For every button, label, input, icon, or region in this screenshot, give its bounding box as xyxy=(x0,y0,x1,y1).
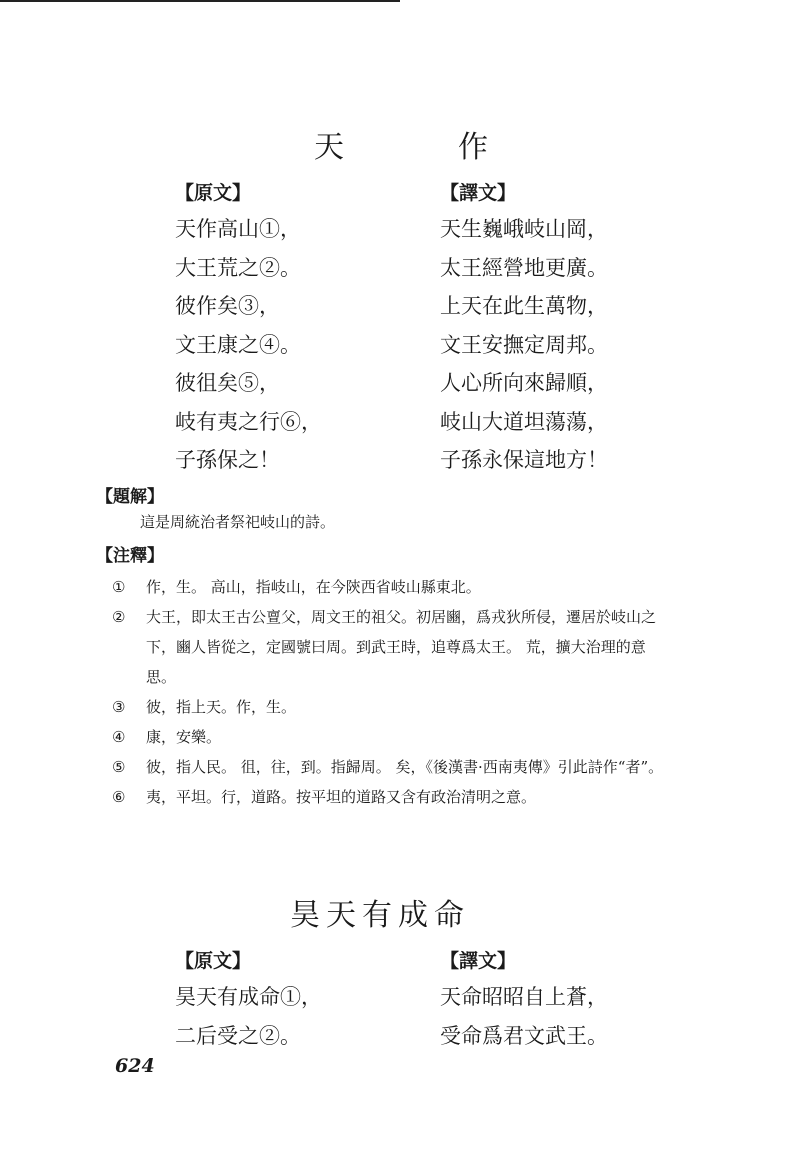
page-number: 624 xyxy=(115,1055,155,1077)
poem2-original-column xyxy=(175,944,322,1055)
note-item xyxy=(112,782,672,812)
poem1-translation-column xyxy=(440,176,608,480)
poem1-translation-line: 岐山大道坦蕩蕩， xyxy=(440,409,608,434)
poem1-translation-header: 【譯文】 xyxy=(440,182,517,204)
note-text: 彼，指人民。 徂，往，到。指歸周。 矣，《後漢書·西南夷傳》引此詩作“者”。 xyxy=(146,758,664,776)
note-number: ① xyxy=(112,578,126,596)
poem1-original-line: 彼作矣③， xyxy=(175,294,280,318)
note-item xyxy=(112,602,672,692)
poem1-translation-line: 子孫永保這地方！ xyxy=(440,448,608,472)
note-number: ④ xyxy=(112,728,126,746)
poem1-original-line: 天作高山①， xyxy=(175,217,301,241)
poem1-translation-line: 天生巍峨岐山岡， xyxy=(440,217,608,241)
notes-header: 【注釋】 xyxy=(96,546,164,566)
note-text: 彼，指上天。作，生。 xyxy=(146,698,297,716)
poem2-title: 昊天有成命 xyxy=(290,898,470,933)
poem1-original-line: 子孫保之！ xyxy=(175,448,280,472)
poem2-translation-line: 受命爲君文武王。 xyxy=(440,1023,608,1048)
notes-list xyxy=(112,572,672,812)
poem1-original-line: 文王康之④。 xyxy=(175,332,301,357)
poem1-original-column xyxy=(175,176,322,480)
note-number: ⑤ xyxy=(112,758,126,776)
poem1-original-line: 彼徂矣⑤， xyxy=(175,371,280,395)
poem2-translation-column xyxy=(440,944,608,1055)
note-text: 康，安樂。 xyxy=(146,728,222,746)
poem1-original-line: 岐有夷之行⑥， xyxy=(175,409,322,434)
poem1-original-line: 大王荒之②。 xyxy=(175,255,301,280)
poem2-original-line: 昊天有成命①， xyxy=(175,985,322,1009)
explanation-text: 這是周統治者祭祀岐山的詩。 xyxy=(140,513,336,531)
explanation-header: 【題解】 xyxy=(96,487,164,507)
note-number: ② xyxy=(112,608,126,626)
poem2-original-header: 【原文】 xyxy=(175,950,252,972)
poem1-translation-line: 人心所向來歸順， xyxy=(440,371,608,395)
poem1-original-header: 【原文】 xyxy=(175,182,252,204)
note-item xyxy=(112,572,672,602)
note-number: ③ xyxy=(112,698,126,716)
poem2-original-line: 二后受之②。 xyxy=(175,1023,301,1048)
note-item xyxy=(112,722,672,752)
note-text: 作，生。 高山，指岐山，在今陝西省岐山縣東北。 xyxy=(146,578,481,596)
poem2-translation-line: 天命昭昭自上蒼， xyxy=(440,985,608,1009)
note-item xyxy=(112,752,672,782)
top-rule xyxy=(0,0,400,2)
poem1-translation-line: 上天在此生萬物， xyxy=(440,294,608,318)
note-item xyxy=(112,692,672,722)
note-text: 大王，即太王古公亶父，周文王的祖父。初居豳，爲戎狄所侵，遷居於岐山之下，豳人皆從之，定國號曰周。到武王時，追尊爲太王。 荒，擴大治理的意思。 xyxy=(146,608,657,686)
poem2-translation-header: 【譯文】 xyxy=(440,950,517,972)
note-number: ⑥ xyxy=(112,788,126,806)
note-text: 夷，平坦。行，道路。按平坦的道路又含有政治清明之意。 xyxy=(146,788,537,806)
poem1-title: 天 作 xyxy=(314,130,530,165)
poem1-translation-line: 文王安撫定周邦。 xyxy=(440,332,608,357)
poem1-translation-line: 太王經營地更廣。 xyxy=(440,255,608,280)
